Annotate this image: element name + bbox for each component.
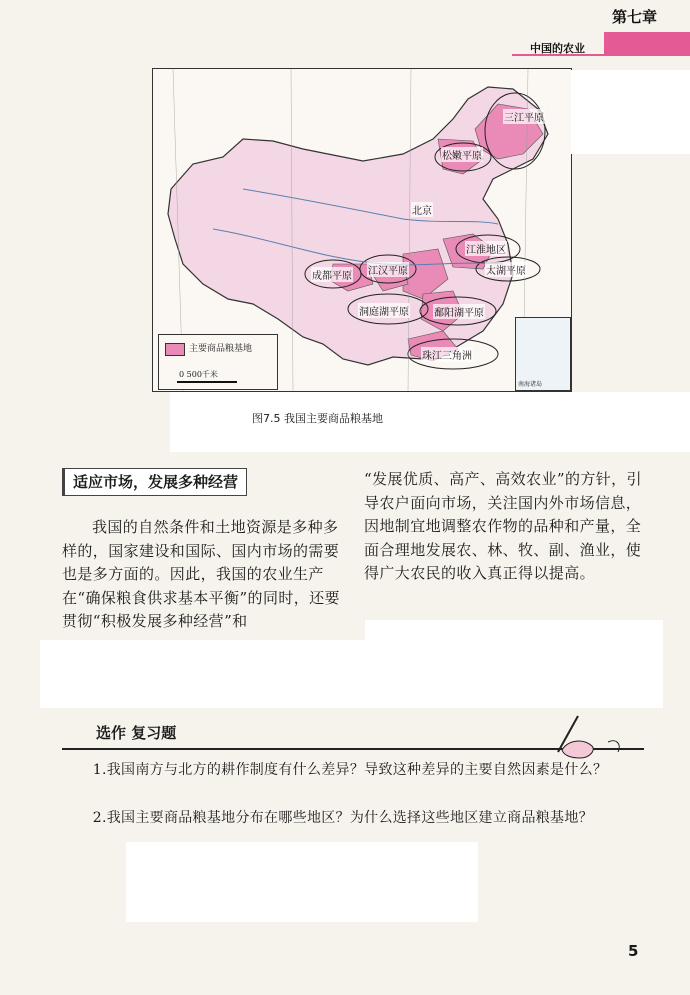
question-2: 2.我国主要商品粮基地分布在哪些地区？为什么选择这些地区建立商品粮基地？	[92, 810, 593, 826]
mask-patch	[126, 842, 478, 922]
map-label-taihu: 太湖平原	[485, 262, 527, 277]
map-label-jianghan: 江汉平原	[367, 262, 409, 277]
left-paragraph: 我国的自然条件和土地资源是多种多样的，国家建设和国际、国内市场的需要也是多方面的。因此，我国的农业生产在“确保粮食供求基本平衡”的同时，还要贯彻“积极发展多种经营”和	[62, 518, 340, 630]
map-label-songnen: 松嫩平原	[441, 147, 483, 162]
grain-base-map	[152, 68, 572, 392]
header-accent-bar	[604, 32, 690, 54]
map-label-zhujiang: 珠江三角洲	[421, 347, 473, 362]
page-number: 5	[628, 942, 639, 960]
map-label-sanjiang: 三江平原	[503, 109, 545, 124]
map-label-poyang: 鄱阳湖平原	[433, 304, 485, 319]
mask-patch	[170, 392, 690, 452]
map-scale-label: 0 500千米	[179, 370, 218, 379]
map-label-chengdu: 成都平原	[311, 267, 353, 282]
map-legend	[158, 334, 278, 390]
pen-hand-icon	[548, 710, 638, 760]
map-label-jianghuai: 江淮地区	[465, 241, 507, 256]
chapter-title: 第七章	[612, 8, 658, 26]
map-label-dongting: 洞庭湖平原	[358, 303, 410, 318]
chapter-subtitle: 中国的农业	[530, 42, 585, 55]
map-scale-bar	[177, 381, 237, 383]
exercise-heading: 选作 复习题	[96, 724, 177, 742]
inset-label: 南海诸岛	[518, 381, 543, 388]
legend-swatch	[165, 343, 185, 356]
south-china-sea-inset	[515, 317, 571, 391]
right-paragraph: “发展优质、高产、高效农业”的方针，引导农户面向市场，关注国内外市场信息，因地制宜地调整农作物的品种和产量，全面合理地发展农、林、牧、副、渔业，使得广大农民的收入真正得以提高。	[364, 470, 642, 582]
question-1: 1.我国南方与北方的耕作制度有什么差异？导致这种差异的主要自然因素是什么？	[92, 762, 608, 778]
mask-patch	[40, 640, 370, 708]
map-label-beijing: 北京	[411, 202, 433, 217]
figure-caption: 图7.5 我国主要商品粮基地	[252, 412, 383, 425]
legend-label: 主要商品粮基地	[189, 344, 253, 354]
mask-patch	[365, 620, 663, 708]
section-heading: 适应市场，发展多种经营	[62, 468, 247, 496]
mask-patch	[571, 70, 690, 154]
